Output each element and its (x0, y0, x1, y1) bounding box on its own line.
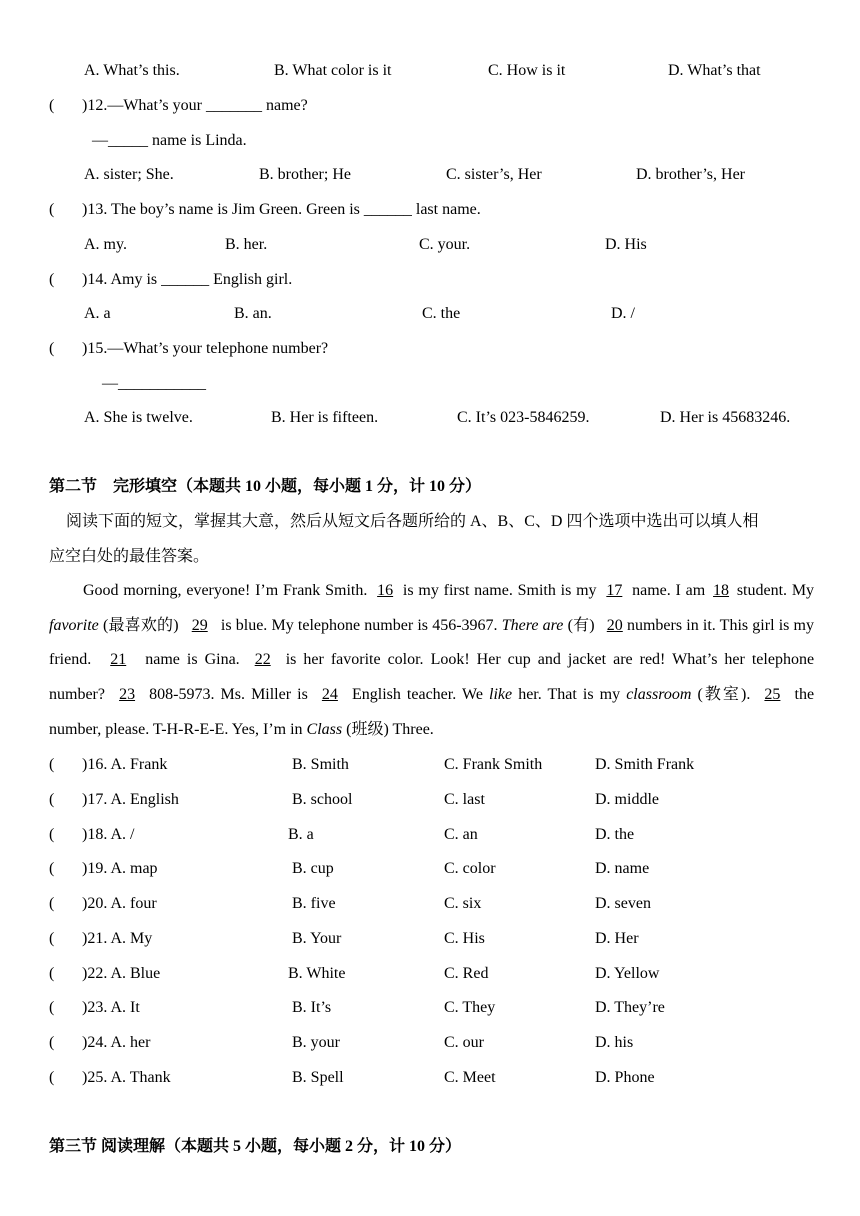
q14-option-c: C. the (422, 305, 461, 322)
q25-option-d: D. Phone (595, 1069, 655, 1086)
q15-option-a: A. She is twelve. (84, 409, 193, 426)
q21-stem-option-a: )21. A. My (82, 930, 153, 947)
q11-option-c: C. How is it (488, 62, 566, 79)
blank-23: 23 (119, 686, 136, 704)
q14-option-a: A. a (84, 305, 111, 322)
q25-stem-option-a: )25. A. Thank (82, 1069, 171, 1086)
q13-option-a: A. my. (84, 236, 127, 253)
blank-17: 17 (606, 582, 623, 599)
q12-option-a: A. sister; She. (84, 166, 174, 183)
blank-25: 25 (764, 686, 781, 704)
q15-answer-line: —___________ (102, 375, 206, 392)
q14-stem: )14. Amy is ______ English girl. (82, 271, 293, 288)
q15-paren: ( (49, 340, 55, 357)
q16-paren: ( (49, 756, 55, 773)
q23-option-d: D. They’re (595, 999, 665, 1016)
q13-stem: )13. The boy’s name is Jim Green. Green is ______ last name. (82, 201, 481, 218)
q20-paren: ( (49, 895, 55, 912)
q24-option-d: D. his (595, 1034, 634, 1051)
cloze-passage: Good morning, everyone! I’m Frank Smith. 16 is my first name. Smith is my 17 name. I am 18 student. My favorite (最喜欢的) 29 is blue. My telephone number is 456-3967. There are (有) 20 numbers in it. This girl is my friend. 21 name is Gina. 22 is her favorite color. Look! Her cup and jacket are red! What’s her telephone number? 23 808-5973. Ms. Miller is 24 English teacher. We like her. That is my classroom (教室). 25 the number, please. T-H-R-E-E. Yes, I’m in Class (班级) Three. (49, 582, 815, 738)
q19-stem-option-a: )19. A. map (82, 860, 158, 877)
blank-21: 21 (110, 651, 127, 669)
q17-stem-option-a: )17. A. English (82, 791, 179, 808)
q11-option-a: A. What’s this. (84, 62, 180, 79)
q23-option-b: B. It’s (292, 999, 332, 1016)
q23-paren: ( (49, 999, 55, 1016)
q16-stem-option-a: )16. A. Frank (82, 756, 168, 773)
passage-text: Good morning, everyone! I’m Frank Smith. (83, 582, 368, 599)
blank-24: 24 (321, 686, 338, 704)
q24-option-b: B. your (292, 1034, 340, 1051)
q18-option-b: B. a (288, 826, 314, 843)
word-class: Class (306, 720, 343, 738)
q13-option-b: B. her. (225, 236, 268, 253)
word-favorite: favorite (49, 616, 99, 634)
q13-option-d: D. His (605, 236, 647, 253)
q14-paren: ( (49, 271, 55, 288)
q20-stem-option-a: )20. A. four (82, 895, 157, 912)
blank-18: 18 (713, 582, 730, 599)
q24-stem-option-a: )24. A. her (82, 1034, 151, 1051)
q20-option-d: D. seven (595, 895, 651, 912)
q13-option-c: C. your. (419, 236, 471, 253)
q17-paren: ( (49, 791, 55, 808)
q16-option-d: D. Smith Frank (595, 756, 695, 773)
q25-option-c: C. Meet (444, 1069, 496, 1086)
q18-stem-option-a: )18. A. / (82, 826, 135, 843)
q19-option-d: D. name (595, 860, 650, 877)
q22-option-c: C. Red (444, 965, 489, 982)
q14-option-b: B. an. (234, 305, 272, 322)
section2-title: 第二节 完形填空（本题共 10 小题，每小题 1 分，计 10 分） (49, 478, 482, 495)
q17-option-b: B. school (292, 791, 353, 808)
q21-option-d: D. Her (595, 930, 639, 947)
blank-16: 16 (377, 582, 394, 599)
q24-paren: ( (49, 1034, 55, 1051)
word-classroom: classroom (626, 686, 692, 704)
q12-paren: ( (49, 97, 55, 114)
q25-option-b: B. Spell (292, 1069, 344, 1086)
blank-22: 22 (254, 651, 271, 669)
q16-option-c: C. Frank Smith (444, 756, 543, 773)
section3-title: 第三节 阅读理解（本题共 5 小题，每小题 2 分，计 10 分） (49, 1138, 462, 1155)
q17-option-d: D. middle (595, 791, 659, 808)
word-there-are: There are (501, 616, 564, 634)
q21-option-c: C. His (444, 930, 485, 947)
q12-option-b: B. brother; He (259, 166, 351, 183)
q22-option-b: B. White (288, 965, 346, 982)
q19-option-b: B. cup (292, 860, 334, 877)
q18-option-d: D. the (595, 826, 635, 843)
q14-option-d: D. / (611, 305, 635, 322)
q25-paren: ( (49, 1069, 55, 1086)
q21-option-b: B. Your (292, 930, 342, 947)
q22-option-d: D. Yellow (595, 965, 660, 982)
section2-instruction-1: 阅读下面的短文，掌握其大意，然后从短文后各题所给的 A、B、C、D 四个选项中选出可以填人相 (66, 513, 759, 530)
blank-19: 29 (191, 616, 208, 634)
q15-option-d: D. Her is 45683246. (660, 409, 791, 426)
q11-option-b: B. What color is it (274, 62, 392, 79)
q23-option-c: C. They (444, 999, 496, 1016)
q24-option-c: C. our (444, 1034, 484, 1051)
q21-paren: ( (49, 930, 55, 947)
q22-stem-option-a: )22. A. Blue (82, 965, 161, 982)
q19-option-c: C. color (444, 860, 496, 877)
q17-option-c: C. last (444, 791, 485, 808)
q13-paren: ( (49, 201, 55, 218)
q12-option-d: D. brother’s, Her (636, 166, 746, 183)
q12-stem: )12.—What’s your _______ name? (82, 97, 308, 114)
q16-option-b: B. Smith (292, 756, 349, 773)
q23-stem-option-a: )23. A. It (82, 999, 140, 1016)
blank-20: 20 (606, 616, 623, 634)
q15-stem: )15.—What’s your telephone number? (82, 340, 329, 357)
q12-answer-line: —_____ name is Linda. (92, 132, 247, 149)
q12-option-c: C. sister’s, Her (446, 166, 542, 183)
q20-option-b: B. five (292, 895, 336, 912)
q15-option-b: B. Her is fifteen. (271, 409, 379, 426)
q18-paren: ( (49, 826, 55, 843)
q19-paren: ( (49, 860, 55, 877)
q20-option-c: C. six (444, 895, 482, 912)
q11-option-d: D. What’s that (668, 62, 761, 79)
section2-instruction-2: 应空白处的最佳答案。 (49, 548, 210, 565)
q18-option-c: C. an (444, 826, 478, 843)
q22-paren: ( (49, 965, 55, 982)
q15-option-c: C. It’s 023-5846259. (457, 409, 590, 426)
word-like: like (489, 686, 513, 704)
